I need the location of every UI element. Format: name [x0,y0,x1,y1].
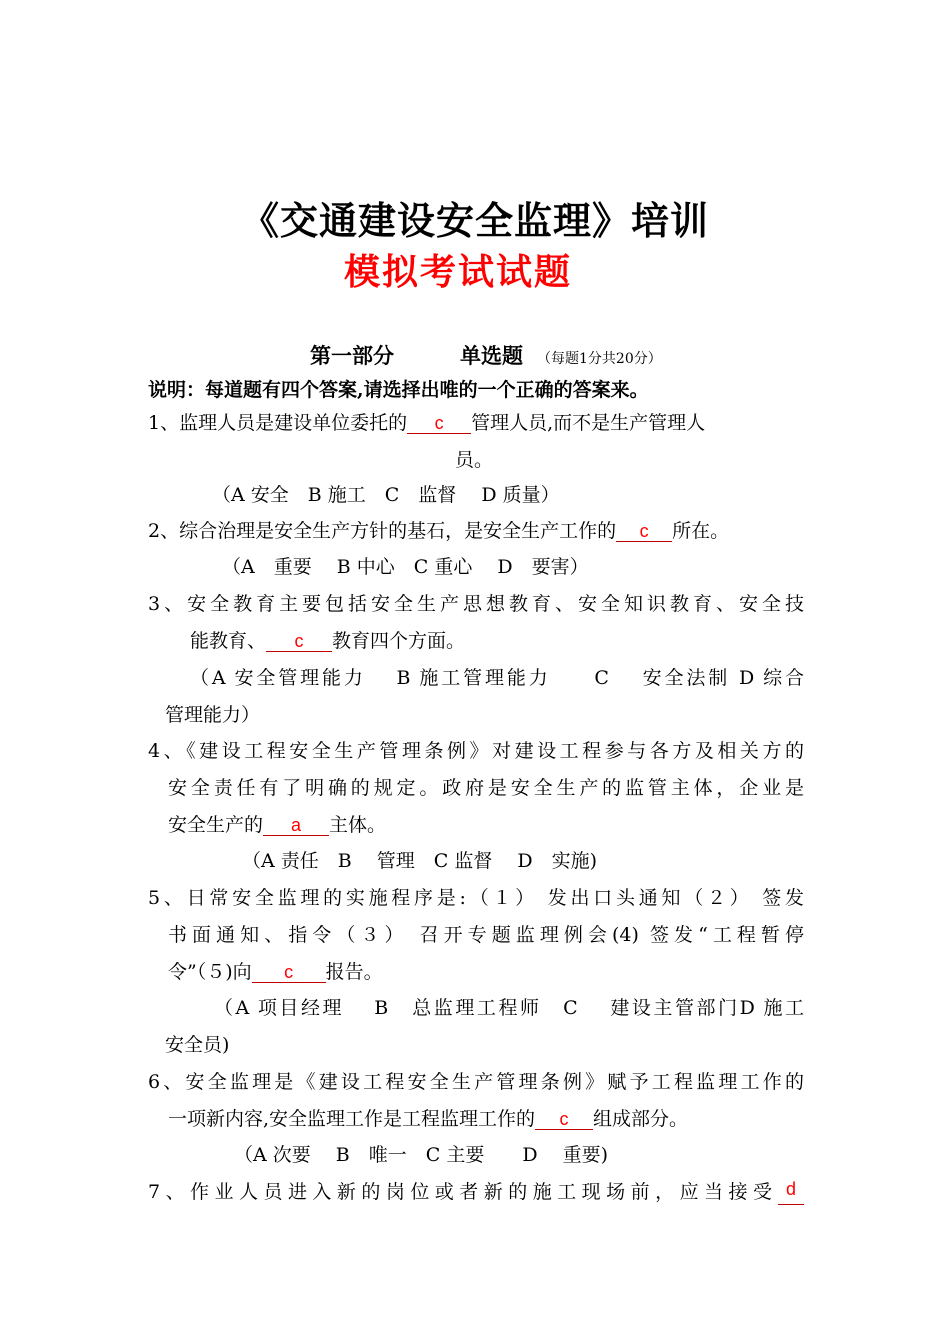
question-2 [148,518,729,544]
question-2-stem: 2、综合治理是安全生产方针的基石，是安全生产工作的 [148,520,617,542]
question-1-answer: c [407,413,471,434]
section-heading [310,340,662,370]
section-note: （每题1分共20分） [537,351,662,367]
question-5-stem-end: 报告。 [325,961,383,983]
question-7 [148,1179,804,1205]
question-7-stem: 7、作业人员进入新的岗位或者新的施工现场前，应当接受 [148,1181,772,1203]
question-2-stem-cont: 所在。 [672,520,730,542]
question-4-stem-cont: 安全责任有了明确的规定。政府是安全生产的监管主体，企业是 [168,777,804,799]
question-6 [168,1106,688,1132]
question-2-answer: c [616,521,672,542]
question-7-answer: d [778,1179,804,1205]
instruction-text: 说明：每道题有四个答案,请选择出唯的一个正确的答案来。 [148,379,649,401]
question-1 [148,410,705,436]
question-5-stem-line3: 令”（５)向 [168,961,252,983]
question-1-stem: 1、监理人员是建设单位委托的 [148,412,408,434]
question-6-options: （A 次要 B 唯一 C 主要 D 重要) [234,1144,609,1166]
question-6-stem-end: 组成部分。 [593,1108,689,1130]
question-4 [168,812,386,838]
question-5-answer: c [252,962,326,983]
document-subtitle: 模拟考试试题 [343,251,572,293]
question-6-stem-cont: 一项新内容,安全监理工作是工程监理工作的 [168,1108,536,1130]
question-5-options-cont: 安全员) [165,1034,230,1056]
question-3-options: （A 安全管理能力 B 施工管理能力 C 安全法制 D 综合 [190,667,804,689]
question-1-stem-end: 员。 [455,449,494,471]
question-5-stem: 5、日常安全监理的实施程序是:（１） 发出口头通知（２） 签发 [148,887,804,909]
question-3-stem-end: 教育四个方面。 [332,630,466,652]
question-4-stem: 4、《建设工程安全生产管理条例》对建设工程参与各方及相关方的 [148,740,804,762]
question-5 [168,959,383,985]
question-3-options-cont: 管理能力） [165,704,261,726]
section-part: 第一部分 [310,343,394,368]
question-6-answer: c [535,1109,593,1130]
question-4-stem-end: 主体。 [329,814,387,836]
question-2-options: （A 重要 B 中心 C 重心 D 要害） [222,556,589,578]
question-1-options: （A 安全 B 施工 C 监督 D 质量） [212,484,560,506]
document-title: 《交通建设安全监理》培训 [240,198,709,243]
question-4-answer: a [263,815,329,836]
question-6-stem: 6、安全监理是《建设工程安全生产管理条例》赋予工程监理工作的 [148,1071,804,1093]
question-3-stem: 3、安全教育主要包括安全生产思想教育、安全知识教育、安全技 [148,593,804,615]
question-3-answer: c [266,631,332,652]
question-5-stem-cont: 书面通知、指令（３） 召开专题监理例会(4) 签发“工程暂停 [168,924,804,946]
question-4-options: （A 责任 B 管理 C 监督 D 实施) [242,850,598,872]
section-type: 单选题 [460,343,523,368]
question-3 [190,628,465,654]
question-4-stem-line3: 安全生产的 [168,814,264,836]
question-5-options: （A 项目经理 B 总监理工程师 C 建设主管部门D 施工 [214,997,804,1019]
question-3-stem-cont: 能教育、 [190,630,267,652]
question-1-stem-cont: 管理人员,而不是生产管理人 [471,412,706,434]
